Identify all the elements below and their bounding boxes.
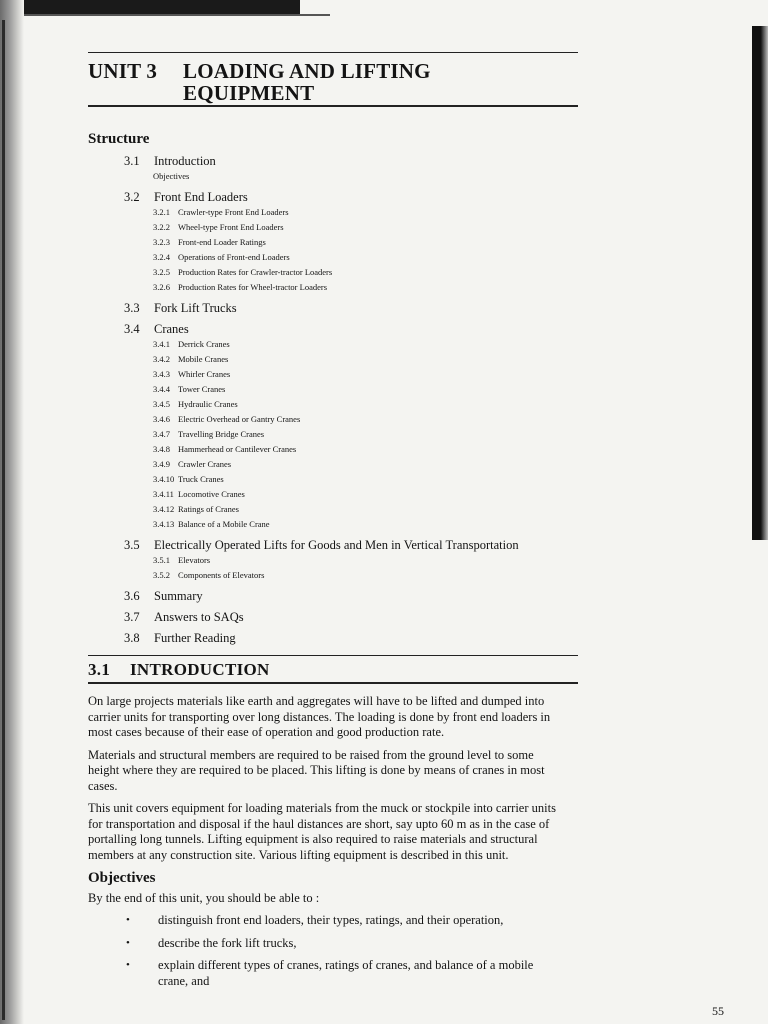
- toc-subitem-number: 3.2.2: [153, 222, 170, 232]
- toc-subitem: [153, 382, 568, 397]
- section-number: 3.1: [88, 660, 111, 679]
- structure-heading: Structure: [88, 131, 150, 147]
- objectives-heading: Objectives: [88, 870, 156, 886]
- toc-section: [88, 630, 568, 646]
- toc-subitem-label: Travelling Bridge Cranes: [178, 429, 265, 439]
- toc-subitem: [153, 220, 568, 235]
- scan-top-mark: [0, 0, 330, 18]
- toc-subitem: [153, 280, 568, 295]
- toc-item: [88, 609, 568, 625]
- scan-left-edge: [0, 0, 24, 1024]
- toc-item-label: Electrically Operated Lifts for Goods and Men in Vertical Transportation: [154, 538, 519, 552]
- toc-item-label: Front End Loaders: [154, 190, 248, 204]
- toc-subitem-label: Balance of a Mobile Crane: [178, 519, 270, 529]
- toc-subitem-label: Objectives: [153, 171, 190, 181]
- toc-subitem: [153, 457, 568, 472]
- toc-subitem: [153, 502, 568, 517]
- toc-subitem-number: 3.4.1: [153, 339, 170, 349]
- toc-subitem-number: 3.4.6: [153, 414, 170, 424]
- toc-subitem-label: Locomotive Cranes: [178, 489, 245, 499]
- toc-subitems: [88, 205, 568, 295]
- toc-subitem: [153, 169, 568, 184]
- toc-subitem: [153, 442, 568, 457]
- section-bottom-rule: [88, 682, 578, 684]
- toc-subitem-label: Electric Overhead or Gantry Cranes: [178, 414, 301, 424]
- scan-top-bar: [0, 0, 300, 14]
- toc-subitem: [153, 427, 568, 442]
- toc-subitem: [153, 412, 568, 427]
- toc-subitem: [153, 553, 568, 568]
- toc-subitem-label: Hammerhead or Cantilever Cranes: [178, 444, 297, 454]
- toc-subitem-label: Elevators: [178, 555, 211, 565]
- toc-subitem-number: 3.2.5: [153, 267, 170, 277]
- toc-subitem: [153, 352, 568, 367]
- toc-subitem-label: Wheel-type Front End Loaders: [178, 222, 284, 232]
- toc-item-label: Cranes: [154, 322, 189, 336]
- toc-subitem: [153, 568, 568, 583]
- toc-subitem: [153, 367, 568, 382]
- toc-section: [88, 588, 568, 604]
- unit-title-line2: EQUIPMENT: [183, 81, 315, 105]
- toc-item-number: 3.2: [124, 190, 140, 204]
- toc-subitem: [153, 205, 568, 220]
- structure-section: [88, 131, 568, 646]
- scan-right-edge: [752, 26, 768, 540]
- toc-subitem-number: 3.2.3: [153, 237, 170, 247]
- toc-subitems: [88, 553, 568, 583]
- toc-subitem-label: Mobile Cranes: [178, 354, 229, 364]
- bullet-icon: •: [126, 914, 130, 926]
- toc-subitem-number: 3.4.3: [153, 369, 170, 379]
- unit-number: UNIT 3: [88, 59, 158, 83]
- toc-subitem-label: Hydraulic Cranes: [178, 399, 238, 409]
- bullet-icon: •: [126, 936, 130, 949]
- toc-subitem-number: 3.5.1: [153, 555, 170, 565]
- bullet-icon: •: [126, 959, 130, 971]
- toc-subitem: [153, 337, 568, 352]
- toc-section: [88, 537, 568, 583]
- section-title: INTRODUCTION: [130, 660, 270, 679]
- toc-subitem-label: Whirler Cranes: [178, 369, 231, 379]
- toc-subitem-label: Production Rates for Wheel-tractor Loaders: [178, 282, 328, 292]
- toc-subitem: [153, 472, 568, 487]
- toc-section: [88, 300, 568, 316]
- toc-subitem-number: 3.2.6: [153, 282, 170, 292]
- toc-subitem-number: 3.2.1: [153, 207, 170, 217]
- page-number: 55: [712, 1004, 724, 1018]
- intro-paragraph: This unit covers equipment for loading materials from the muck or stockpile into carrier units for transportation and disposal if the haul distances are short, say upto 60 m as in the case of portalling long tunnels. Lifting equipment is also required to raise materials and structural members at any construction site. Various lifting equipment is described in this unit.: [88, 801, 556, 862]
- section-heading-introduction: [88, 660, 270, 680]
- objectives-list: [88, 913, 566, 989]
- objective-text: describe the fork lift trucks,: [158, 935, 297, 950]
- toc-subitem-number: 3.5.2: [153, 570, 170, 580]
- toc-subitems: [88, 169, 568, 184]
- toc-item-label: Answers to SAQs: [154, 610, 244, 624]
- toc-item: [88, 321, 568, 337]
- toc-subitem-number: 3.4.10: [153, 474, 175, 484]
- toc-item-number: 3.7: [124, 610, 140, 624]
- objective-item: [88, 958, 566, 989]
- objective-text: distinguish front end loaders, their types, ratings, and their operation,: [158, 913, 504, 927]
- toc-item-number: 3.4: [124, 322, 140, 336]
- toc-subitem-label: Crawler-type Front End Loaders: [178, 207, 289, 217]
- toc-item: [88, 537, 568, 553]
- toc-item: [88, 588, 568, 604]
- toc-subitem-label: Tower Cranes: [178, 384, 226, 394]
- toc-subitem-label: Truck Cranes: [178, 474, 224, 484]
- toc-item: [88, 300, 568, 316]
- toc-subitem: [153, 517, 568, 532]
- introduction-body: [88, 694, 566, 996]
- toc-section: [88, 609, 568, 625]
- toc-subitem-label: Crawler Cranes: [178, 459, 232, 469]
- toc-item: [88, 630, 568, 646]
- title-top-rule: [88, 52, 578, 53]
- toc-subitem-number: 3.4.8: [153, 444, 170, 454]
- toc-subitem-number: 3.4.12: [153, 504, 175, 514]
- toc-subitem: [153, 487, 568, 502]
- toc-item-number: 3.3: [124, 301, 140, 315]
- toc-subitem-number: 3.2.4: [153, 252, 170, 262]
- objective-item: [88, 936, 566, 952]
- toc-item: [88, 189, 568, 205]
- toc-item-label: Fork Lift Trucks: [154, 301, 237, 315]
- toc-subitem: [153, 397, 568, 412]
- toc-subitem: [153, 250, 568, 265]
- toc-subitem-label: Production Rates for Crawler-tractor Loaders: [178, 267, 333, 277]
- table-of-contents: [88, 153, 568, 646]
- toc-item-number: 3.8: [124, 631, 140, 645]
- objectives-lead: By the end of this unit, you should be able to :: [88, 890, 320, 905]
- toc-subitem-label: Operations of Front-end Loaders: [178, 252, 290, 262]
- toc-section: [88, 321, 568, 532]
- toc-section: [88, 189, 568, 295]
- toc-subitem: [153, 265, 568, 280]
- toc-item-label: Further Reading: [154, 631, 236, 645]
- objective-item: [88, 913, 566, 929]
- toc-item-number: 3.1: [124, 154, 140, 168]
- toc-item-number: 3.6: [124, 589, 140, 603]
- toc-subitem-label: Derrick Cranes: [178, 339, 230, 349]
- title-bottom-rule: [88, 105, 578, 107]
- intro-paragraph: Materials and structural members are required to be raised from the ground level to some height where they are required to be placed. This lifting is done by means of cranes in most cases.: [88, 747, 545, 793]
- toc-subitem-number: 3.4.2: [153, 354, 170, 364]
- toc-subitem-number: 3.4.5: [153, 399, 170, 409]
- toc-item-number: 3.5: [124, 538, 140, 552]
- toc-subitem-number: 3.4.13: [153, 519, 175, 529]
- unit-title-line1: LOADING AND LIFTING: [183, 59, 431, 83]
- objective-text: explain different types of cranes, ratings of cranes, and balance of a mobile crane, and: [158, 958, 534, 988]
- toc-subitem-label: Front-end Loader Ratings: [178, 237, 266, 247]
- scan-top-line: [0, 14, 330, 16]
- toc-item-label: Introduction: [154, 154, 216, 168]
- toc-subitem-number: 3.4.9: [153, 459, 170, 469]
- toc-subitems: [88, 337, 568, 532]
- toc-subitem-number: 3.4.7: [153, 429, 170, 439]
- toc-section: [88, 153, 568, 184]
- section-top-rule: [88, 655, 578, 656]
- toc-subitem: [153, 235, 568, 250]
- toc-item: [88, 153, 568, 169]
- toc-item-label: Summary: [154, 589, 203, 603]
- toc-subitem-number: 3.4.11: [153, 489, 174, 499]
- toc-subitem-number: 3.4.4: [153, 384, 170, 394]
- toc-subitem-label: Components of Elevators: [178, 570, 265, 580]
- toc-subitem-label: Ratings of Cranes: [178, 504, 239, 514]
- unit-title: [88, 60, 431, 104]
- intro-paragraph: On large projects materials like earth and aggregates will have to be lifted and dumped into carrier units for transporting over long distances. The loading is done by front end loaders in most cases because of their ease of operation and good production rate.: [88, 694, 551, 739]
